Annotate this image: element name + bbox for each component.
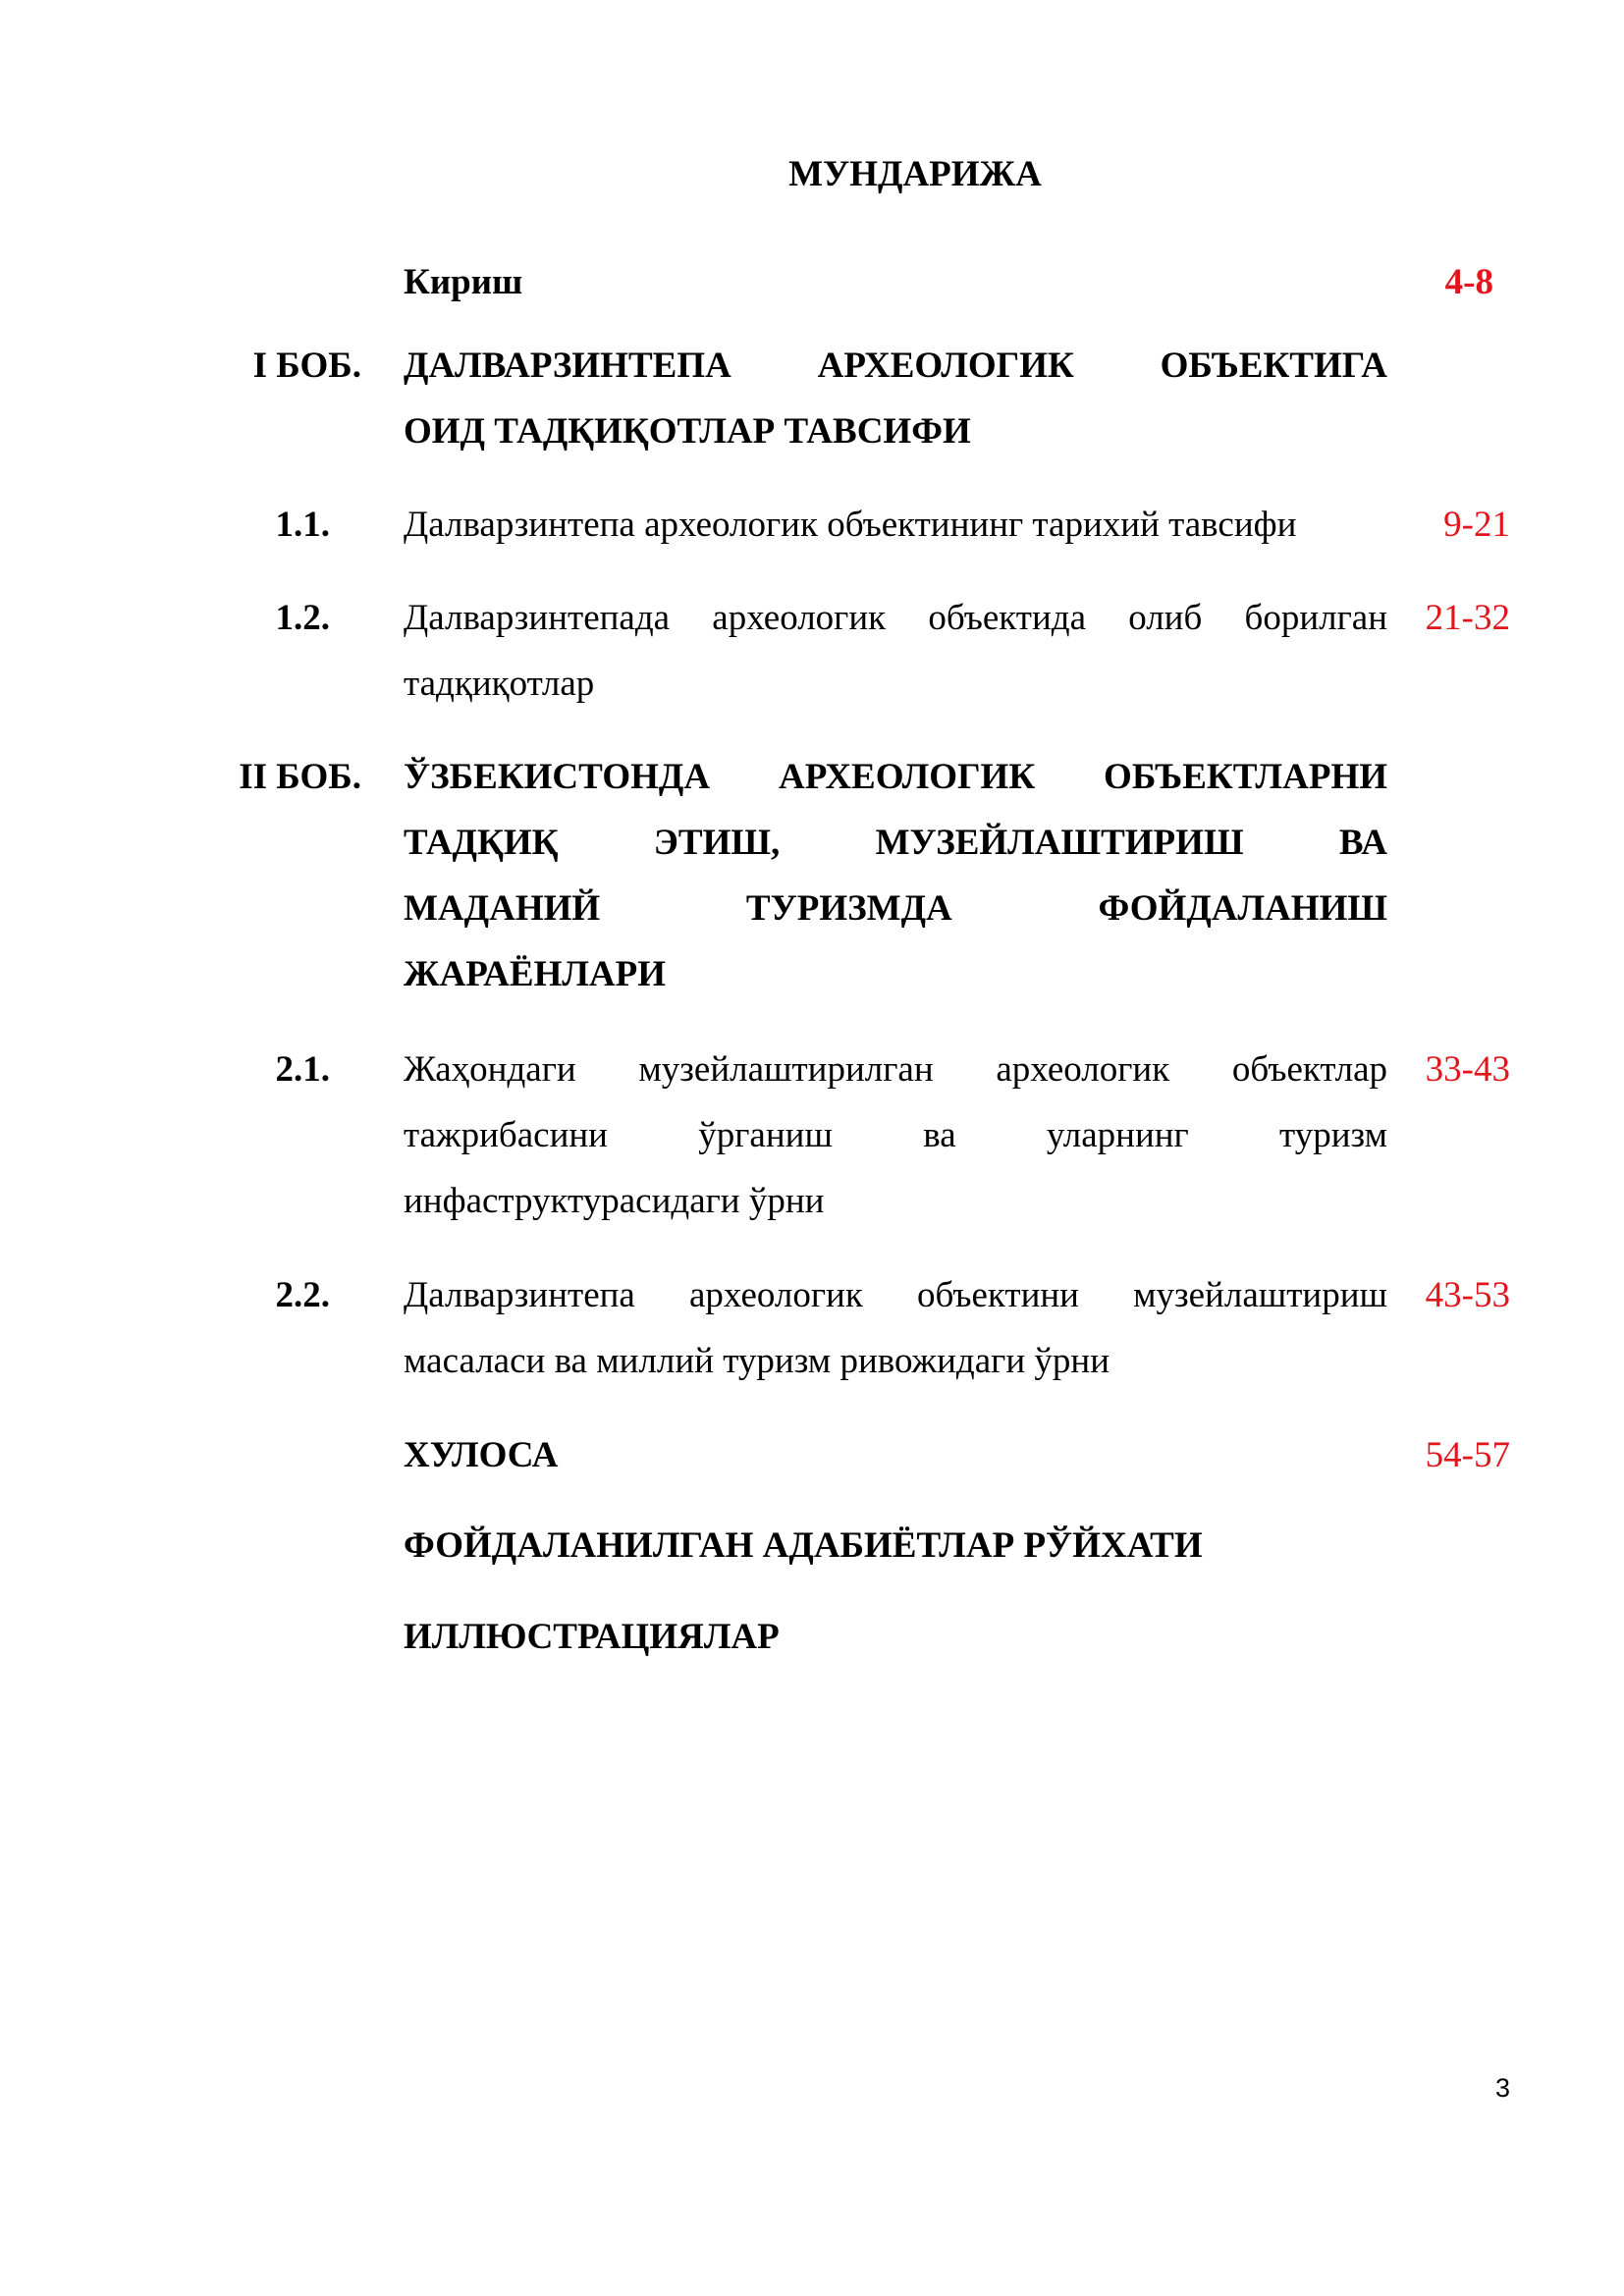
intro-pages: 4-8 [1444,262,1493,302]
conclusion-label: ХУЛОСА [404,1435,559,1475]
section-2-2-title-line-1: Далварзинтепа археологик объектини музейлаштириш [404,1275,1387,1315]
section-2-1-pages: 33-43 [1425,1049,1510,1090]
intro-label: Кириш [404,262,523,302]
section-2-1-number: 2.1. [275,1049,330,1090]
illustrations-label: ИЛЛЮСТРАЦИЯЛАР [404,1617,780,1657]
conclusion-pages: 54-57 [1425,1435,1510,1475]
section-1-2-number: 1.2. [275,598,330,638]
section-2-1-title [404,1037,1387,1234]
section-2-2-title [404,1262,1387,1394]
chapter-2-title [404,744,1387,1007]
chapter-1-title [404,333,1387,464]
section-1-2-title-line-1: Далварзинтепада археологик объектида олиб борилган [404,598,1387,638]
section-2-1-title-line-3: инфаструктурасидаги ўрни [404,1181,825,1221]
section-1-2-pages: 21-32 [1425,598,1510,638]
section-2-1-title-line-2: тажрибасини ўрганиш ва уларнинг туризм [404,1115,1387,1155]
references-label: ФОЙДАЛАНИЛГАН АДАБИЁТЛАР РЎЙХАТИ [404,1525,1203,1566]
section-2-2-number: 2.2. [275,1275,330,1315]
chapter-1-title-line-2: ОИД ТАДҚИҚОТЛАР ТАВСИФИ [404,411,971,452]
chapter-2-number: II БОБ. [239,757,361,797]
section-1-1-title: Далварзинтепа археологик объектининг тарихий тавсифи [404,505,1297,545]
section-2-2-pages: 43-53 [1425,1275,1510,1315]
page-number: 3 [1494,2073,1510,2103]
chapter-2-title-line-3: МАДАНИЙ ТУРИЗМДА ФОЙДАЛАНИШ [404,888,1387,929]
section-1-2-title-line-2: тадқиқотлар [404,664,595,704]
chapter-1-number: I БОБ. [252,346,361,386]
toc-title: МУНДАРИЖА [788,154,1042,194]
chapter-1-title-line-1: ДАЛВАРЗИНТЕПА АРХЕОЛОГИК ОБЪЕКТИГА [404,346,1387,386]
section-1-1-number: 1.1. [275,505,330,545]
section-2-1-title-line-1: Жаҳондаги музейлаштирилган археологик объектлар [404,1049,1387,1090]
chapter-2-title-line-1: ЎЗБЕКИСТОНДА АРХЕОЛОГИК ОБЪЕКТЛАРНИ [404,757,1387,797]
section-2-2-title-line-2: масаласи ва миллий туризм ривожидаги ўрни [404,1341,1110,1381]
section-1-1-pages: 9-21 [1443,505,1510,545]
chapter-2-title-line-4: ЖАРАЁНЛАРИ [404,954,667,994]
chapter-2-title-line-2: ТАДҚИҚ ЭТИШ, МУЗЕЙЛАШТИРИШ ВА [404,823,1387,863]
section-1-2-title [404,585,1387,717]
